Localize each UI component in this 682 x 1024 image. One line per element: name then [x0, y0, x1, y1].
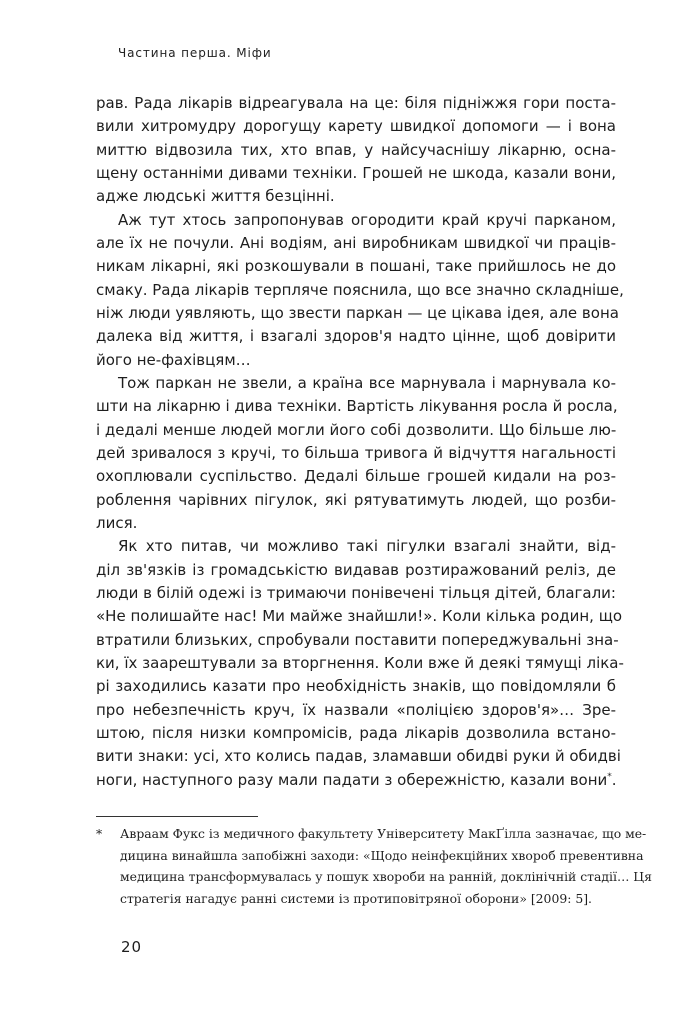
footnote-separator	[96, 816, 258, 817]
footnote-line: стратегія нагадує ранні системи із протиповітряної оборони» [2009: 5].	[120, 890, 592, 906]
body-line: роблення чарівних пігулок, які рятуватимуть людей, що розби-	[96, 490, 616, 509]
footnote-line: медицина трансформувалась у пошук хвороби на ранній, доклінічній стадії… Ця	[120, 869, 652, 884]
body-text	[96, 92, 624, 792]
footnote-marker: *	[96, 826, 103, 841]
body-line: ніж люди уявляють, що звести паркан — це цікава ідея, але вона	[96, 303, 619, 322]
body-line-text: ноги, наступного разу мали падати з обережністю, казали вони	[96, 770, 608, 789]
paragraph-start-line: Аж тут хтось запропонував огородити край кручі парканом,	[118, 210, 616, 229]
body-line: і дедалі менше людей могли його собі дозволити. Що більше лю-	[96, 420, 617, 439]
body-line: але їх не почули. Ані водіям, ані виробникам швидкої чи праців-	[96, 233, 616, 252]
body-line: рі заходились казати про необхідність знаків, що повідомляли б	[96, 677, 616, 696]
body-line: миттю відвозила тих, хто впав, у найсучаснішу лікарню, осна-	[96, 140, 616, 159]
body-line: далека від життя, і взагалі здоров'я надто цінне, щоб довірити	[96, 327, 616, 346]
body-line: лися.	[96, 513, 138, 532]
body-line: люди в білій одежі із тримаючи понівечені тільця дітей, благали:	[96, 583, 616, 602]
body-line: никам лікарні, які розкошували в пошані, таке прийшлось не до	[96, 257, 616, 276]
body-line: втратили близьких, спробували поставити попереджувальні зна-	[96, 630, 619, 649]
page-number: 20	[121, 938, 143, 956]
body-line: шти на лікарню і дива техніки. Вартість лікування росла й росла,	[96, 397, 618, 416]
body-line: діл зв'язків із громадськістю видавав розтиражований реліз, де	[96, 560, 616, 579]
running-header: Частина перша. Міфи	[118, 46, 272, 60]
body-line: ки, їх заарештували за вторгнення. Коли вже й деякі тямущі ліка-	[96, 653, 624, 672]
paragraph-start-line: Тож паркан не звели, а країна все марнувала і марнувала ко-	[118, 373, 616, 392]
body-line: штою, після низки компромісів, рада лікарів дозволила встано-	[96, 723, 616, 742]
footnote	[96, 823, 652, 909]
body-line: вити знаки: усі, хто колись падав, зламавши обидві руки й обидві	[96, 747, 621, 766]
footnote-line-text: Авраам Фукс із медичного факультету Університету МакҐілла зазначає, що ме-	[120, 826, 647, 841]
body-last-line: ноги, наступного разу мали падати з обережністю, казали вони*.	[96, 770, 617, 789]
body-line: щену останніми дивами техніки. Грошей не шкода, казали вони,	[96, 163, 616, 182]
body-line: смаку. Рада лікарів терпляче пояснила, що все значно складніше,	[96, 280, 624, 299]
body-line: «Не полишайте нас! Ми майже знайшли!». Коли кілька родин, що	[96, 607, 623, 626]
footnote-line	[96, 823, 647, 845]
footnote-line: дицина винайшла запобіжні заходи: «Щодо неінфекційних хвороб превентивна	[120, 847, 644, 863]
body-line: вили хитромудру дорогущу карету швидкої допомоги — і вона	[96, 117, 616, 136]
body-line: охоплювали суспільство. Дедалі більше грошей кидали на роз-	[96, 467, 616, 486]
body-line: про небезпечність круч, їх назвали «поліцією здоров'я»… Зре-	[96, 700, 616, 719]
body-line: адже людські життя безцінні.	[96, 187, 335, 206]
paragraph-start-line: Як хто питав, чи можливо такі пігулки взагалі знайти, від-	[118, 537, 616, 556]
body-line: його не-фахівцям…	[96, 350, 251, 369]
body-line: рав. Рада лікарів відреагувала на це: біля підніжжя гори поста-	[96, 94, 616, 112]
footnote-reference[interactable]: *	[607, 771, 612, 782]
body-line: дей зривалося з кручі, то більша тривога й відчуття нагальності	[96, 443, 616, 462]
